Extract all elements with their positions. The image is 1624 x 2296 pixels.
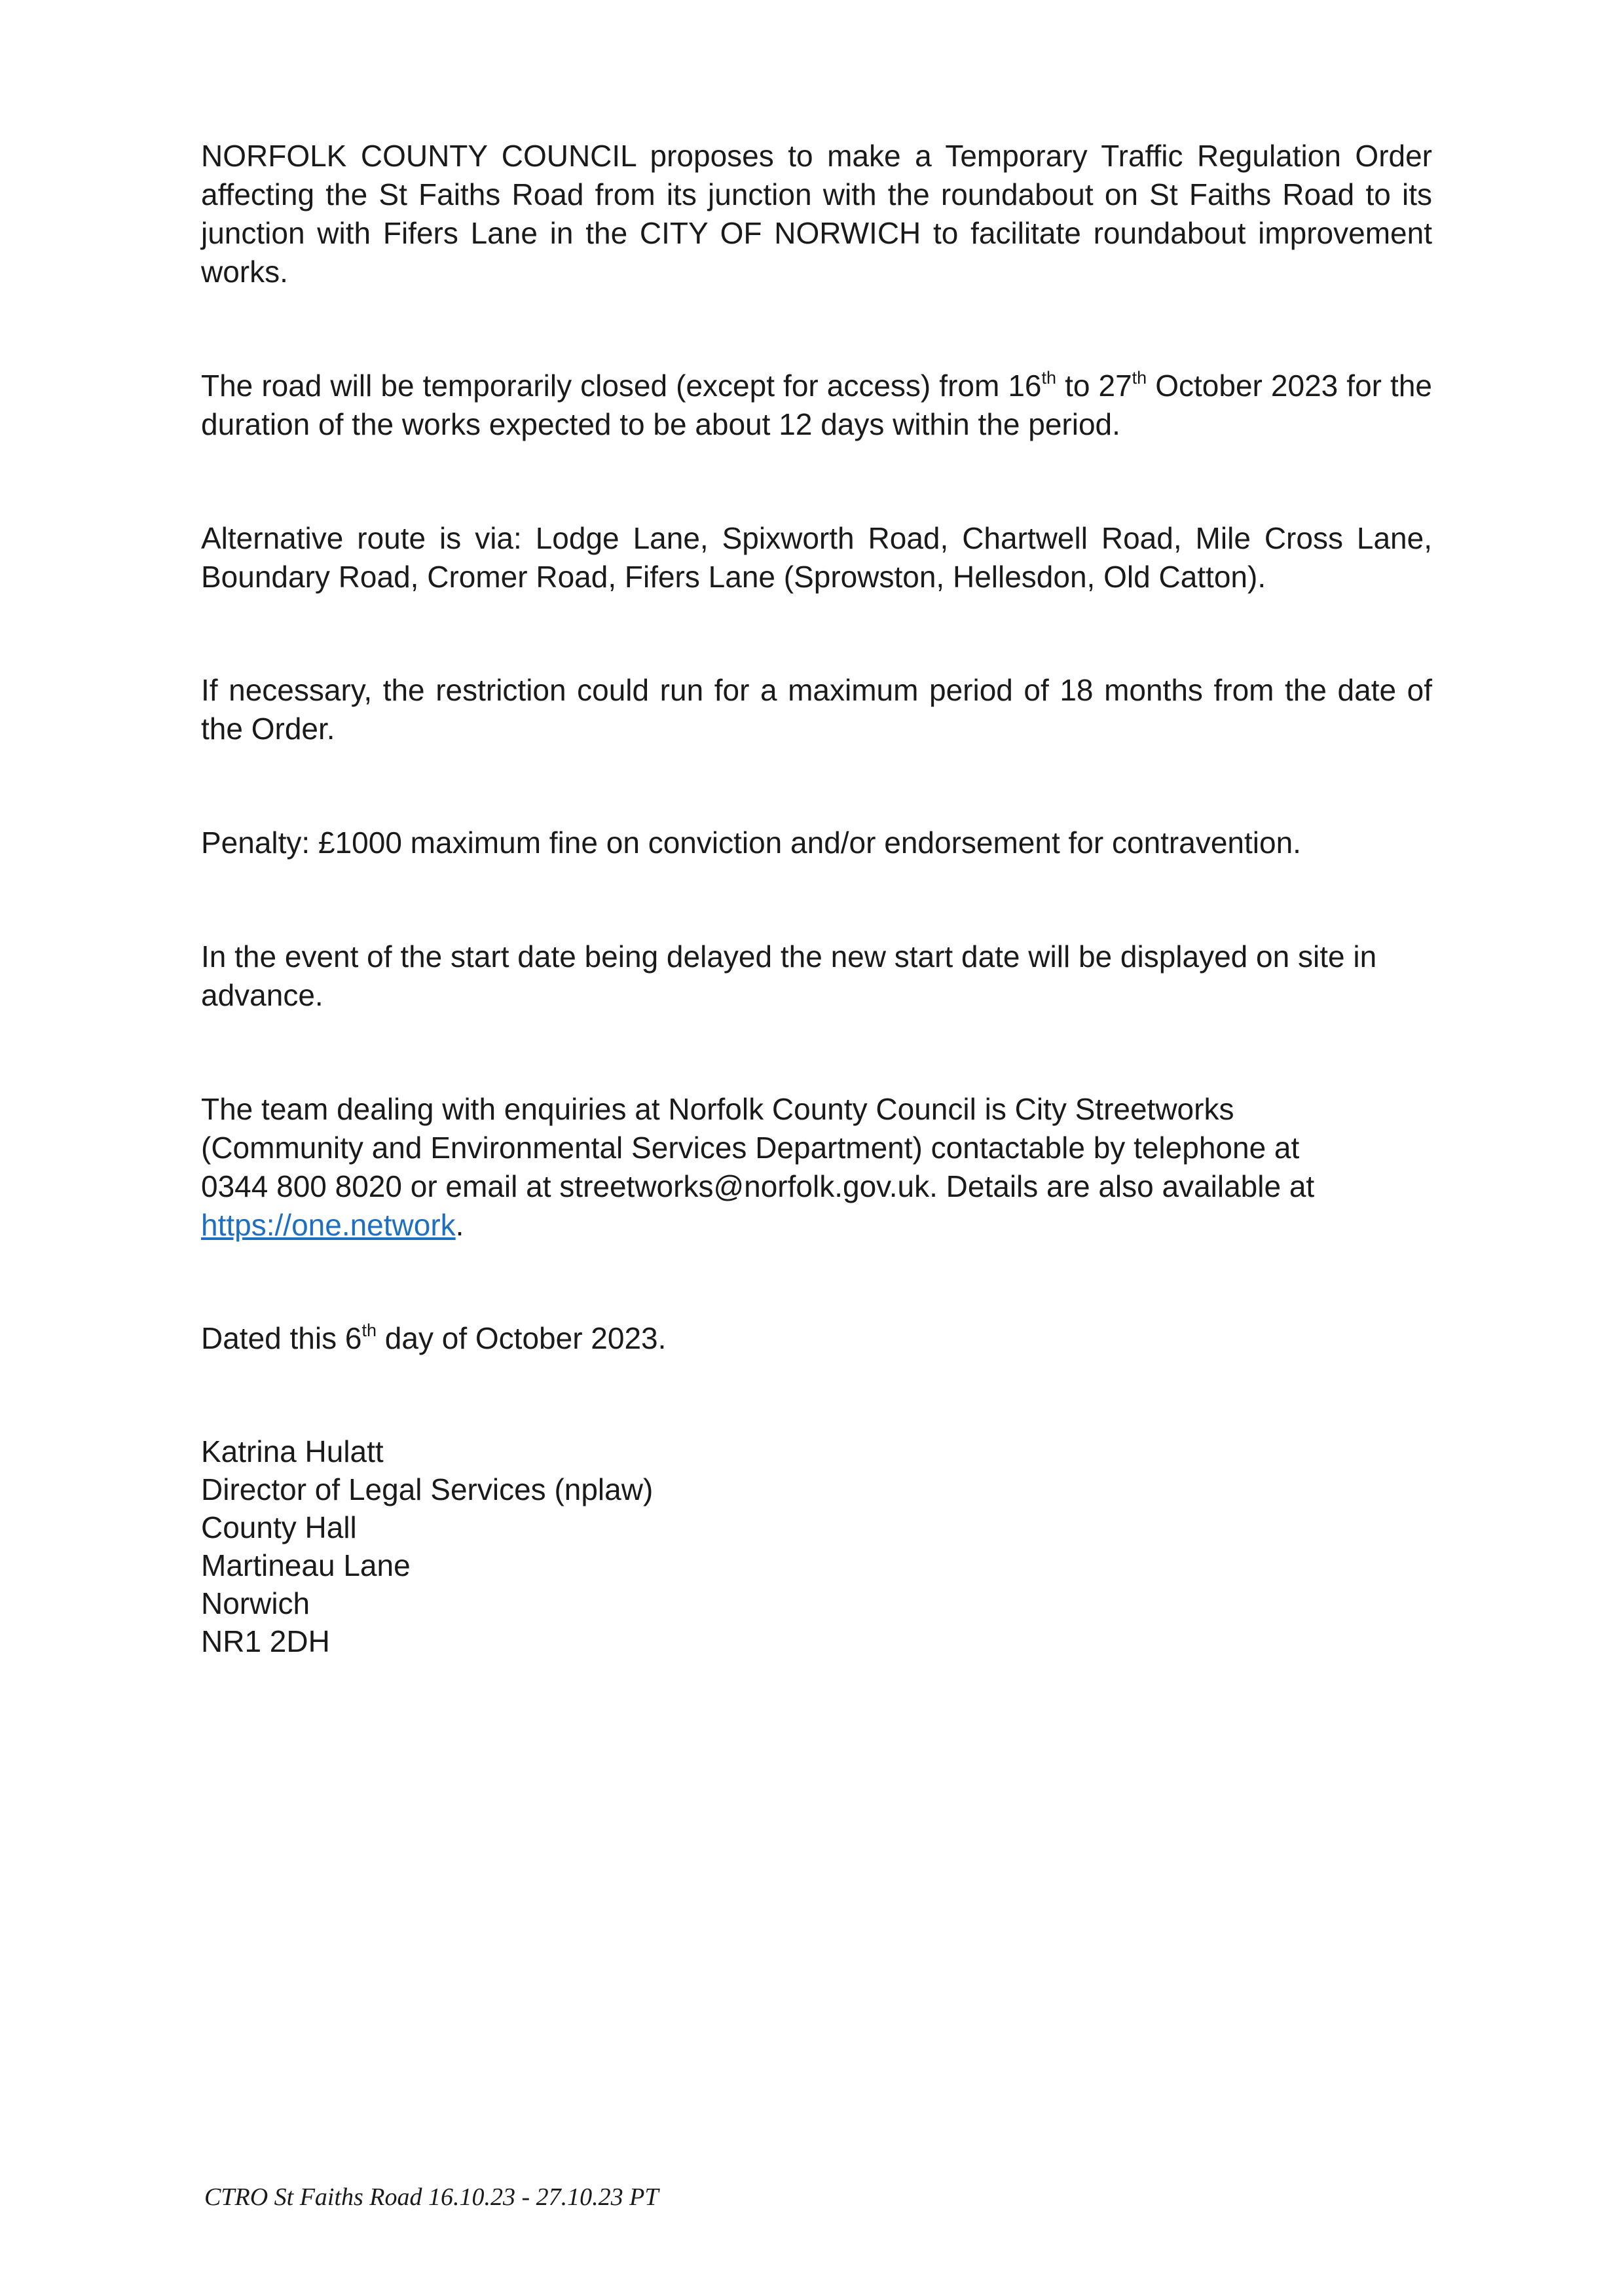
- enquiries-line-4: [201, 1206, 1432, 1245]
- signatory-title: Director of Legal Services (nplaw): [201, 1472, 654, 1506]
- address-line-2: Martineau Lane: [201, 1548, 411, 1582]
- closure-text-3: October 2023 for the duration of the works expected to be about 12 days within the period.: [201, 369, 1432, 441]
- max-period-paragraph: If necessary, the restriction could run for a maximum period of 18 months from the date of the Order.: [201, 673, 1432, 746]
- closure-paragraph: [201, 367, 1432, 444]
- signature-block: [201, 1432, 1432, 1660]
- closure-superscript-2: th: [1132, 368, 1147, 388]
- dated-superscript: th: [361, 1321, 377, 1340]
- dated-paragraph: [201, 1319, 1432, 1358]
- intro-paragraph: NORFOLK COUNTY COUNCIL proposes to make a Temporary Traffic Regulation Order affecting the St Faiths Road from its junction with the roundabout on St Faiths Road to its junction with Fifers Lane in the CITY OF NORWICH to facilitate roundabout improvement works.: [201, 139, 1432, 289]
- closure-text-2: to 27: [1056, 369, 1132, 403]
- one-network-link[interactable]: https://one.network: [201, 1208, 456, 1242]
- signatory-name: Katrina Hulatt: [201, 1434, 384, 1468]
- address-line-1: County Hall: [201, 1510, 357, 1544]
- enquiries-period: .: [455, 1208, 464, 1242]
- enquiries-paragraph: [201, 1090, 1432, 1245]
- dated-text-2: day of October 2023.: [377, 1321, 667, 1355]
- dated-text-1: Dated this 6: [201, 1321, 362, 1355]
- enquiries-line-2: (Community and Environmental Services Department) contactable by telephone at: [201, 1131, 1300, 1165]
- enquiries-line-3: 0344 800 8020 or email at streetworks@norfolk.gov.uk. Details are also available at: [201, 1169, 1315, 1203]
- footer-reference: CTRO St Faiths Road 16.10.23 - 27.10.23 PT: [204, 2183, 659, 2211]
- penalty-paragraph: Penalty: £1000 maximum fine on conviction and/or endorsement for contravention.: [201, 826, 1301, 860]
- closure-superscript-1: th: [1041, 368, 1057, 388]
- address-postcode: NR1 2DH: [201, 1624, 330, 1658]
- enquiries-line-1: The team dealing with enquiries at Norfolk County Council is City Streetworks: [201, 1092, 1234, 1126]
- closure-text-1: The road will be temporarily closed (except for access) from 16: [201, 369, 1042, 403]
- alternative-route-paragraph: Alternative route is via: Lodge Lane, Spixworth Road, Chartwell Road, Mile Cross Lane, Boundary Road, Cromer Road, Fifers Lane (Sprowston, Hellesdon, Old Catton).: [201, 521, 1432, 594]
- address-line-3: Norwich: [201, 1586, 310, 1620]
- delay-paragraph: In the event of the start date being delayed the new start date will be displayed on site in advance.: [201, 939, 1377, 1012]
